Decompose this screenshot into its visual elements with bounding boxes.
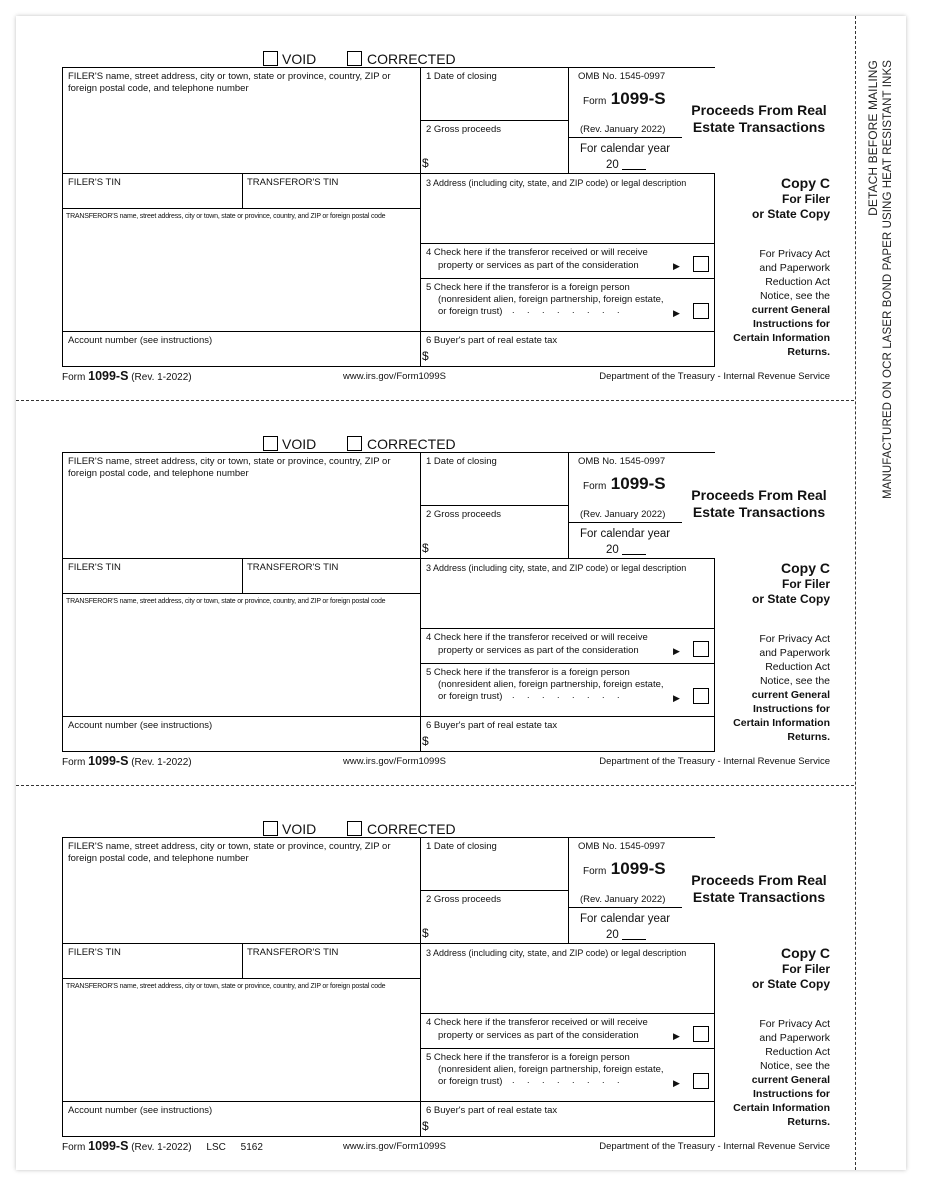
- box4-arrow-icon: ▶: [673, 1031, 680, 1041]
- box4-checkbox[interactable]: [693, 641, 709, 657]
- box3-label: 3 Address (including city, state, and ZIP code) or legal description: [426, 948, 687, 958]
- calendar-year-field[interactable]: [622, 554, 646, 555]
- box6-dollar: $: [422, 734, 429, 748]
- transferor-name-label: TRANSFEROR'S name, street address, city or town, state or province, country, and ZIP or foreign postal code: [66, 598, 386, 605]
- privacy-bold-line-2: Instructions for: [752, 318, 830, 330]
- footer-form-id: [62, 755, 192, 769]
- privacy-bold-line-3: Certain Information: [733, 717, 830, 729]
- box5-line2: (nonresident alien, foreign partnership, foreign estate,: [438, 1064, 664, 1075]
- filer-name-label: FILER'S name, street address, city or town, state or province, country, ZIP or foreign postal code, and telephone number: [68, 456, 391, 479]
- form-word: Form: [583, 866, 607, 877]
- box5-line2: (nonresident alien, foreign partnership, foreign estate,: [438, 294, 664, 305]
- box5-line1: 5 Check here if the transferor is a foreign person: [426, 1052, 630, 1063]
- copy-label: Copy C: [781, 945, 830, 961]
- filer-tin-label: FILER'S TIN: [68, 947, 121, 958]
- box3-label: 3 Address (including city, state, and ZIP code) or legal description: [426, 178, 687, 188]
- privacy-bold-line-4: Returns.: [787, 731, 830, 743]
- box2-dollar: $: [422, 156, 429, 170]
- privacy-line-3: Reduction Act: [765, 661, 830, 673]
- privacy-notice: [716, 632, 830, 744]
- privacy-line-1: For Privacy Act: [759, 633, 830, 645]
- transferor-tin-field[interactable]: [246, 190, 416, 206]
- corrected-label: CORRECTED: [367, 51, 456, 67]
- privacy-bold-line-1: current General: [751, 304, 830, 316]
- address-legal-description-field[interactable]: [424, 576, 710, 626]
- privacy-line-4: Notice, see the: [759, 1060, 830, 1072]
- calendar-year-prefix: 20: [606, 929, 619, 941]
- filer-tin-field[interactable]: [64, 190, 238, 206]
- privacy-bold-line-2: Instructions for: [752, 1088, 830, 1100]
- privacy-line-2: and Paperwork: [759, 262, 830, 274]
- form-revision: (Rev. January 2022): [580, 124, 666, 135]
- address-legal-description-field[interactable]: [424, 961, 710, 1011]
- calendar-year-label: For calendar year: [580, 528, 671, 540]
- copy-for-state: or State Copy: [751, 592, 830, 606]
- box6-dollar: $: [422, 1119, 429, 1133]
- box4-arrow-icon: ▶: [673, 261, 680, 271]
- filer-tin-label: FILER'S TIN: [68, 562, 121, 573]
- form-title: [684, 102, 834, 136]
- box5-checkbox[interactable]: [693, 1073, 709, 1089]
- box1-label: 1 Date of closing: [426, 456, 497, 467]
- form-title-line2: Estate Transactions: [692, 889, 826, 905]
- box2-label: 2 Gross proceeds: [426, 894, 501, 905]
- box5-checkbox[interactable]: [693, 303, 709, 319]
- calendar-year-label: For calendar year: [580, 913, 671, 925]
- address-legal-description-field[interactable]: [424, 191, 710, 241]
- paper-text: MANUFACTURED ON OCR LASER BOND PAPER USING HEAT RESISTANT INKS: [882, 60, 894, 500]
- copy-for-state: or State Copy: [751, 207, 830, 221]
- footer-url[interactable]: www.irs.gov/Form1099S: [343, 1141, 446, 1152]
- calendar-year-label: For calendar year: [580, 143, 671, 155]
- buyers-real-estate-tax-field[interactable]: [432, 1118, 710, 1134]
- account-number-label: Account number (see instructions): [68, 335, 213, 346]
- box4-line1: 4 Check here if the transferor received or will receive: [426, 632, 648, 643]
- form-word: Form: [583, 481, 607, 492]
- filer-name-label: FILER'S name, street address, city or town, state or province, country, ZIP or foreign postal code, and telephone number: [68, 71, 391, 94]
- form-title-line2: Estate Transactions: [692, 504, 826, 520]
- privacy-notice: [716, 247, 830, 359]
- account-number-field[interactable]: [64, 348, 416, 364]
- copy-for-filer: For Filer: [781, 577, 830, 591]
- box5-arrow-icon: ▶: [673, 693, 680, 703]
- box4-line1: 4 Check here if the transferor received or will receive: [426, 1017, 648, 1028]
- void-checkbox[interactable]: [263, 821, 278, 836]
- box5-leader-dots: . . . . . . . .: [512, 1075, 625, 1085]
- form-number-block: [583, 474, 666, 494]
- form-title-line2: Estate Transactions: [692, 119, 826, 135]
- footer-form-number: 1099-S: [88, 369, 129, 383]
- transferor-name-field[interactable]: [64, 609, 416, 713]
- box1-label: 1 Date of closing: [426, 71, 497, 82]
- privacy-line-2: and Paperwork: [759, 1032, 830, 1044]
- filer-name-field[interactable]: [64, 96, 416, 170]
- date-of-closing-field[interactable]: [424, 471, 564, 503]
- box5-line3: or foreign trust): [438, 1076, 503, 1087]
- account-number-field[interactable]: [64, 1118, 416, 1134]
- footer-rev: (Rev. 1-2022): [131, 372, 192, 383]
- account-number-label: Account number (see instructions): [68, 720, 213, 731]
- form-number-block: [583, 859, 666, 879]
- box6-label: 6 Buyer's part of real estate tax: [426, 335, 558, 346]
- box5-line1: 5 Check here if the transferor is a foreign person: [426, 667, 630, 678]
- copy-for-filer: For Filer: [781, 192, 830, 206]
- filer-name-field[interactable]: [64, 866, 416, 940]
- form-title-line1: Proceeds From Real: [691, 872, 827, 888]
- transferor-tin-field[interactable]: [246, 960, 416, 976]
- form-number: 1099-S: [610, 859, 666, 878]
- filer-tin-field[interactable]: [64, 575, 238, 591]
- copy-c-3: [0, 770, 925, 1155]
- copy-designation: [716, 175, 830, 222]
- calendar-year-prefix: 20: [606, 544, 619, 556]
- footer-form-id: [62, 370, 192, 384]
- footer-rev: (Rev. 1-2022): [131, 757, 192, 768]
- filer-name-field[interactable]: [64, 481, 416, 555]
- corrected-checkbox[interactable]: [347, 821, 362, 836]
- gross-proceeds-field[interactable]: [432, 139, 564, 171]
- transferor-name-label: TRANSFEROR'S name, street address, city or town, state or province, country, and ZIP or foreign postal code: [66, 983, 386, 990]
- box5-leader-dots: . . . . . . . .: [512, 690, 625, 700]
- void-label: VOID: [282, 821, 317, 837]
- omb-number: OMB No. 1545-0997: [578, 456, 666, 467]
- filer-tin-label: FILER'S TIN: [68, 177, 121, 188]
- box5-line2: (nonresident alien, foreign partnership, foreign estate,: [438, 679, 664, 690]
- footer-form-number: 1099-S: [88, 754, 129, 768]
- copy-c-1: [0, 0, 925, 385]
- box5-line3: or foreign trust): [438, 691, 503, 702]
- privacy-line-2: and Paperwork: [759, 647, 830, 659]
- box5-leader-dots: . . . . . . . .: [512, 305, 625, 315]
- box2-dollar: $: [422, 541, 429, 555]
- void-checkbox[interactable]: [263, 436, 278, 451]
- date-of-closing-field[interactable]: [424, 856, 564, 888]
- corrected-checkbox[interactable]: [347, 436, 362, 451]
- copy-for-state: or State Copy: [751, 977, 830, 991]
- footer-form-word: Form: [62, 1142, 86, 1153]
- transferor-name-label: TRANSFEROR'S name, street address, city or town, state or province, country, and ZIP or foreign postal code: [66, 213, 386, 220]
- box2-dollar: $: [422, 926, 429, 940]
- box6-label: 6 Buyer's part of real estate tax: [426, 1105, 558, 1116]
- transferor-name-field[interactable]: [64, 224, 416, 328]
- footer-form-word: Form: [62, 757, 86, 768]
- form-title: [684, 487, 834, 521]
- transferor-name-field[interactable]: [64, 994, 416, 1098]
- form-title-line1: Proceeds From Real: [691, 102, 827, 118]
- privacy-line-1: For Privacy Act: [759, 248, 830, 260]
- footer-department: Department of the Treasury - Internal Revenue Service: [599, 371, 830, 382]
- copy-for-filer: For Filer: [781, 962, 830, 976]
- filer-tin-field[interactable]: [64, 960, 238, 976]
- box4-checkbox[interactable]: [693, 1026, 709, 1042]
- void-label: VOID: [282, 51, 317, 67]
- box4-line2: property or services as part of the consideration: [438, 645, 639, 656]
- corrected-label: CORRECTED: [367, 821, 456, 837]
- privacy-line-1: For Privacy Act: [759, 1018, 830, 1030]
- privacy-bold-line-4: Returns.: [787, 1116, 830, 1128]
- gross-proceeds-field[interactable]: [432, 524, 564, 556]
- copy-designation: [716, 945, 830, 992]
- privacy-bold-line-4: Returns.: [787, 346, 830, 358]
- box5-arrow-icon: ▶: [673, 1078, 680, 1088]
- privacy-line-3: Reduction Act: [765, 276, 830, 288]
- box4-line1: 4 Check here if the transferor received or will receive: [426, 247, 648, 258]
- privacy-line-4: Notice, see the: [759, 290, 830, 302]
- privacy-bold-line-2: Instructions for: [752, 703, 830, 715]
- box4-line2: property or services as part of the consideration: [438, 260, 639, 271]
- box5-checkbox[interactable]: [693, 688, 709, 704]
- form-word: Form: [583, 96, 607, 107]
- form-number-block: [583, 89, 666, 109]
- box2-label: 2 Gross proceeds: [426, 124, 501, 135]
- omb-number: OMB No. 1545-0997: [578, 841, 666, 852]
- account-number-field[interactable]: [64, 733, 416, 749]
- footer-url[interactable]: www.irs.gov/Form1099S: [343, 756, 446, 767]
- copy-label: Copy C: [781, 175, 830, 191]
- omb-number: OMB No. 1545-0997: [578, 71, 666, 82]
- privacy-bold-line-1: current General: [751, 689, 830, 701]
- form-title: [684, 872, 834, 906]
- form-number: 1099-S: [610, 474, 666, 493]
- footer-lsc: LSC: [206, 1142, 226, 1153]
- footer-code: 5162: [240, 1142, 263, 1153]
- privacy-bold-line-1: current General: [751, 1074, 830, 1086]
- transferor-tin-label: TRANSFEROR'S TIN: [247, 947, 339, 958]
- gross-proceeds-field[interactable]: [432, 909, 564, 941]
- box4-arrow-icon: ▶: [673, 646, 680, 656]
- box3-label: 3 Address (including city, state, and ZIP code) or legal description: [426, 563, 687, 573]
- privacy-line-3: Reduction Act: [765, 1046, 830, 1058]
- box5-line3: or foreign trust): [438, 306, 503, 317]
- transferor-tin-label: TRANSFEROR'S TIN: [247, 562, 339, 573]
- form-number: 1099-S: [610, 89, 666, 108]
- copy-designation: [716, 560, 830, 607]
- box4-checkbox[interactable]: [693, 256, 709, 272]
- calendar-year-prefix: 20: [606, 159, 619, 171]
- void-label: VOID: [282, 436, 317, 452]
- form-revision: (Rev. January 2022): [580, 894, 666, 905]
- copy-c-2: [0, 385, 925, 770]
- footer-rev: (Rev. 1-2022): [131, 1142, 192, 1153]
- box6-label: 6 Buyer's part of real estate tax: [426, 720, 558, 731]
- footer-form-id: [62, 1140, 263, 1154]
- corrected-checkbox[interactable]: [347, 51, 362, 66]
- privacy-bold-line-3: Certain Information: [733, 332, 830, 344]
- footer-form-number: 1099-S: [88, 1139, 129, 1153]
- transferor-tin-field[interactable]: [246, 575, 416, 591]
- privacy-notice: [716, 1017, 830, 1129]
- void-checkbox[interactable]: [263, 51, 278, 66]
- detach-text: DETACH BEFORE MAILING: [866, 60, 880, 216]
- account-number-label: Account number (see instructions): [68, 1105, 213, 1116]
- privacy-line-4: Notice, see the: [759, 675, 830, 687]
- corrected-label: CORRECTED: [367, 436, 456, 452]
- footer-form-word: Form: [62, 372, 86, 383]
- transferor-tin-label: TRANSFEROR'S TIN: [247, 177, 339, 188]
- footer-department: Department of the Treasury - Internal Revenue Service: [599, 756, 830, 767]
- filer-name-label: FILER'S name, street address, city or town, state or province, country, ZIP or foreign postal code, and telephone number: [68, 841, 391, 864]
- form-title-line1: Proceeds From Real: [691, 487, 827, 503]
- date-of-closing-field[interactable]: [424, 86, 564, 118]
- form-revision: (Rev. January 2022): [580, 509, 666, 520]
- footer-department: Department of the Treasury - Internal Revenue Service: [599, 1141, 830, 1152]
- buyers-real-estate-tax-field[interactable]: [432, 733, 710, 749]
- privacy-bold-line-3: Certain Information: [733, 1102, 830, 1114]
- box4-line2: property or services as part of the consideration: [438, 1030, 639, 1041]
- box2-label: 2 Gross proceeds: [426, 509, 501, 520]
- box6-dollar: $: [422, 349, 429, 363]
- box5-arrow-icon: ▶: [673, 308, 680, 318]
- calendar-year-field[interactable]: [622, 169, 646, 170]
- copy-label: Copy C: [781, 560, 830, 576]
- footer-url[interactable]: www.irs.gov/Form1099S: [343, 371, 446, 382]
- calendar-year-field[interactable]: [622, 939, 646, 940]
- box1-label: 1 Date of closing: [426, 841, 497, 852]
- buyers-real-estate-tax-field[interactable]: [432, 348, 710, 364]
- box5-line1: 5 Check here if the transferor is a foreign person: [426, 282, 630, 293]
